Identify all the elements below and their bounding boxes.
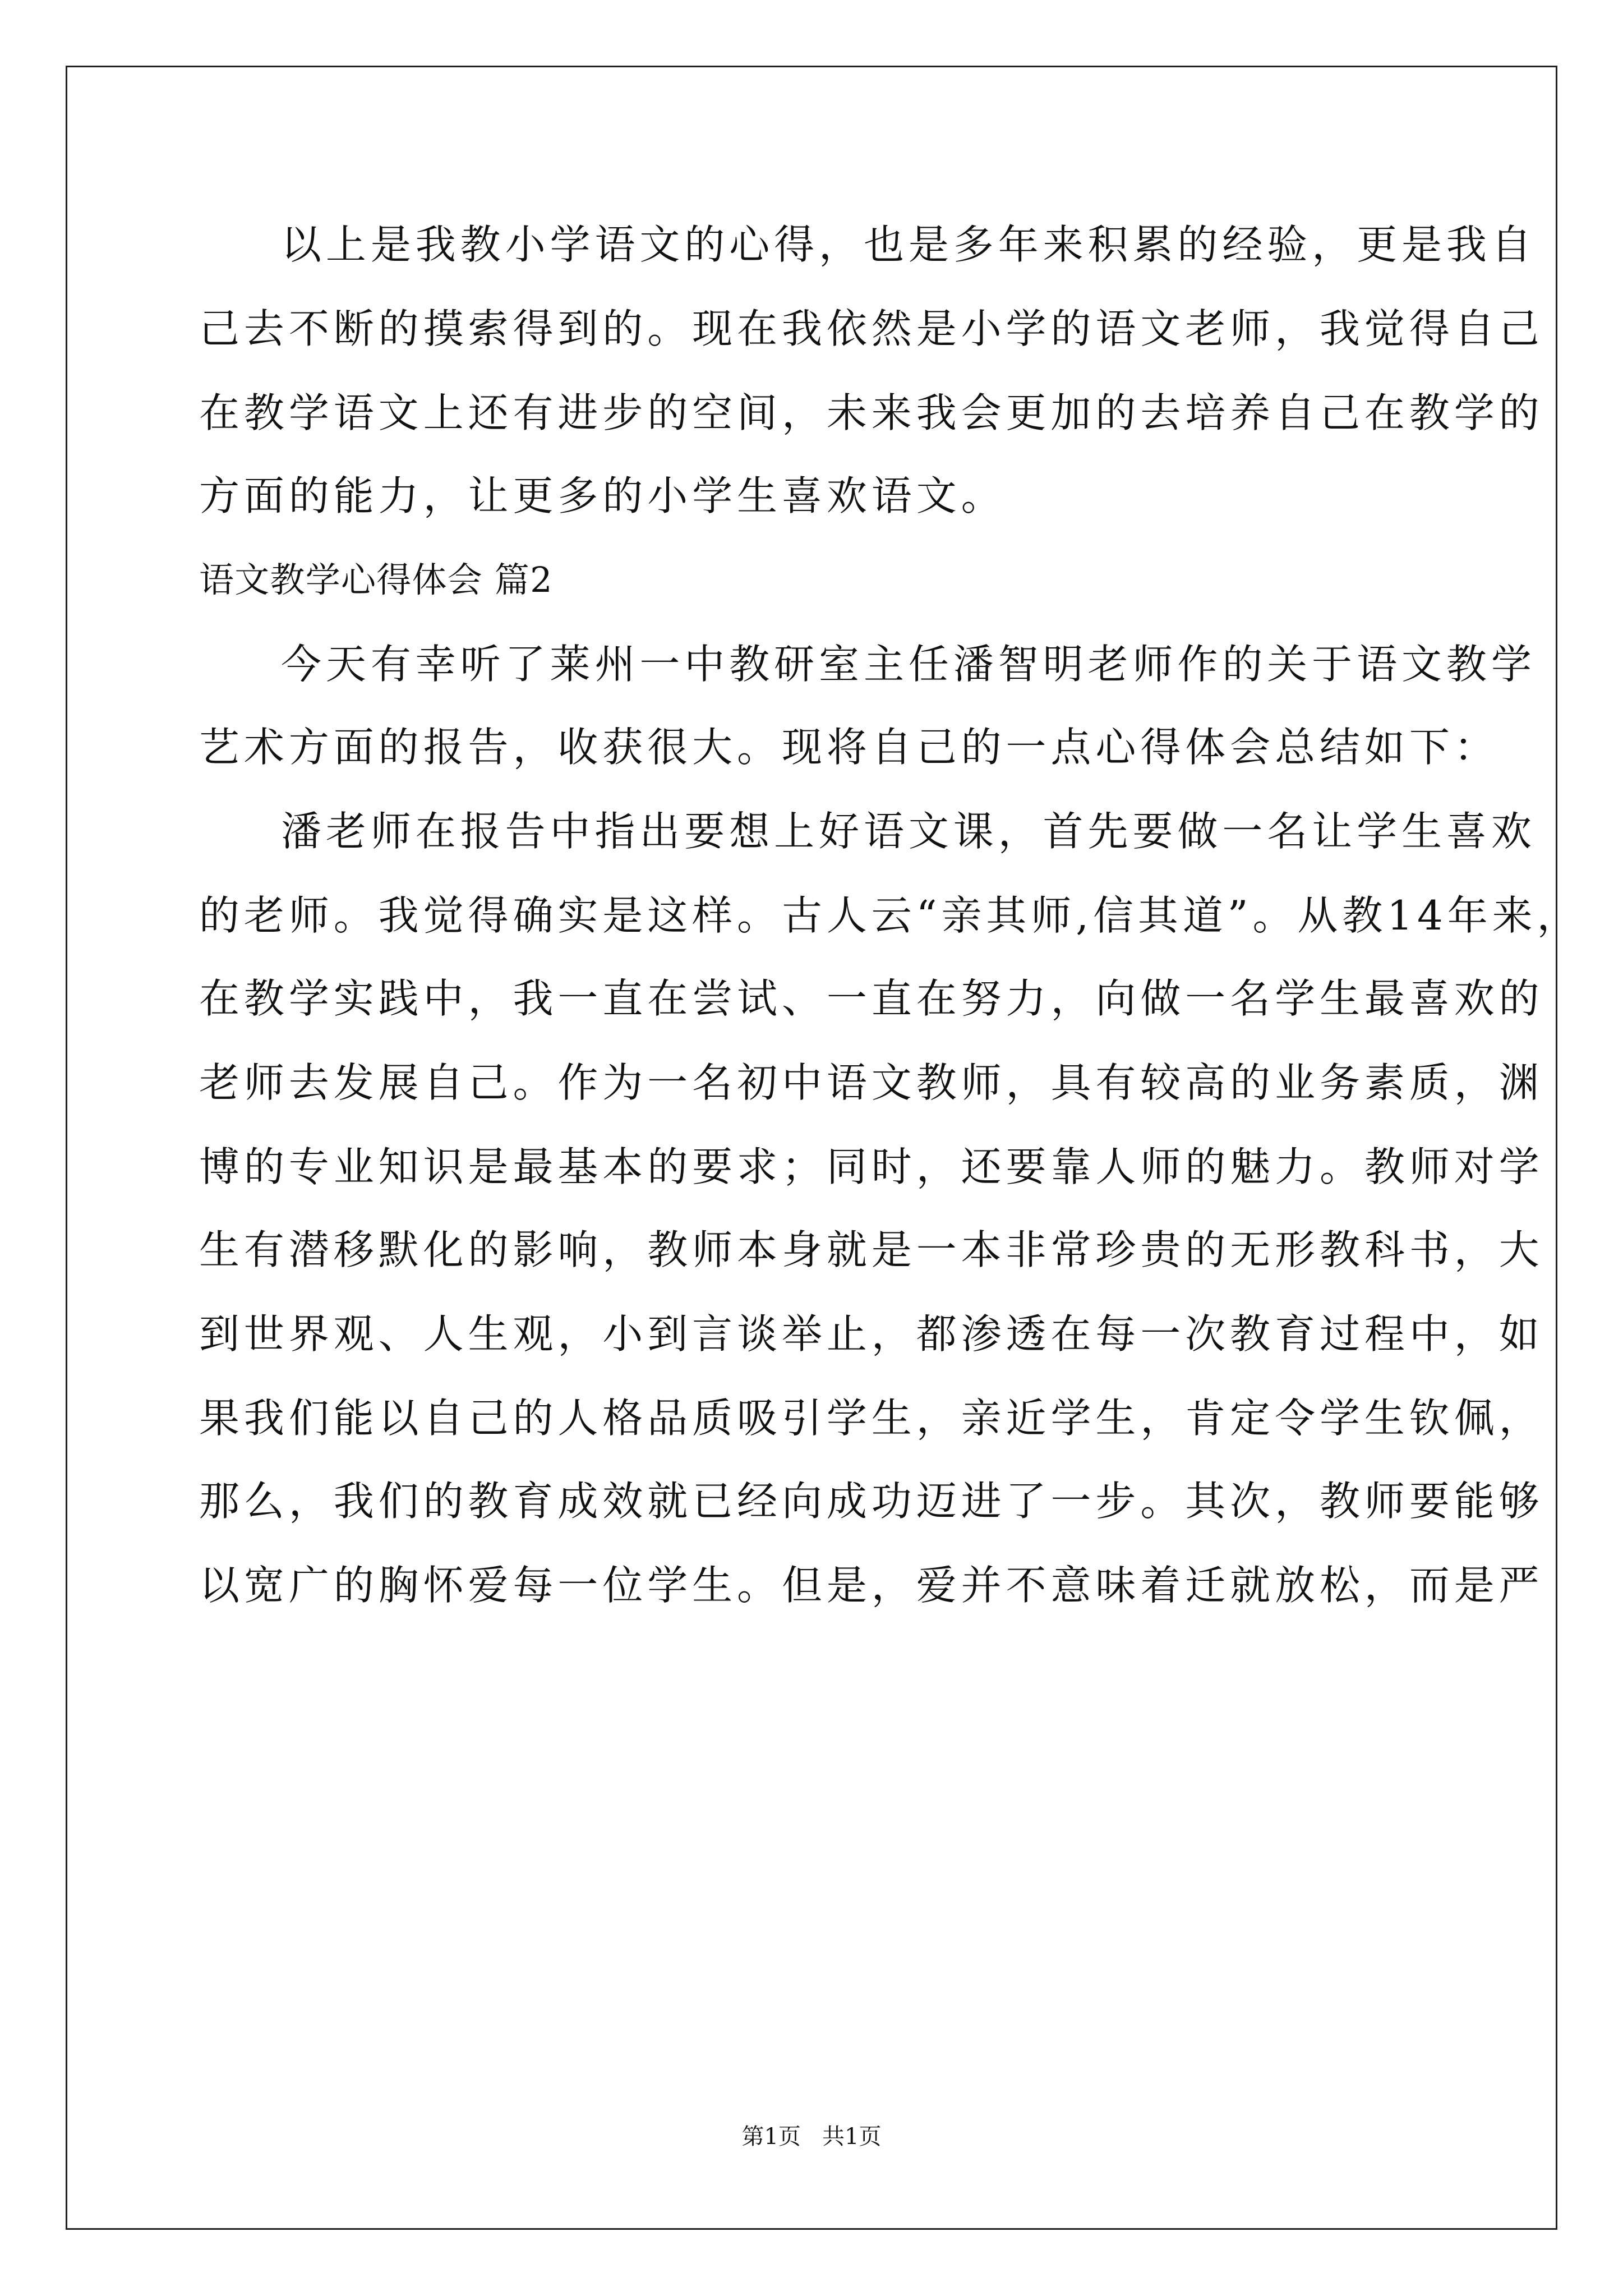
paragraph-line: 方面的能力，让更多的小学生喜欢语文。 (199, 472, 1006, 519)
paragraph-line: 在教学语文上还有进步的空间，未来我会更加的去培养自己在教学的 (199, 389, 1544, 436)
paragraph-line: 生有潜移默化的影响，教师本身就是一本非常珍贵的无形教科书，大 (199, 1226, 1544, 1273)
paragraph-line: 在教学实践中，我一直在尝试、一直在努力，向做一名学生最喜欢的 (199, 975, 1544, 1022)
paragraph-line: 果我们能以自己的人格品质吸引学生，亲近学生，肯定令学生钦佩， (199, 1395, 1544, 1442)
section-heading: 语文教学心得体会 篇2 (199, 559, 553, 600)
paragraph-line: 以宽广的胸怀爱每一位学生。但是，爱并不意味着迁就放松，而是严 (199, 1562, 1544, 1609)
paragraph-line: 老师去发展自己。作为一名初中语文教师，具有较高的业务素质，渊 (199, 1059, 1544, 1106)
paragraph-line: 以上是我教小学语文的心得，也是多年来积累的经验，更是我自 (281, 221, 1536, 268)
paragraph-line: 今天有幸听了莱州一中教研室主任潘智明老师作的关于语文教学 (281, 641, 1536, 688)
paragraph-line: 到世界观、人生观，小到言谈举止，都渗透在每一次教育过程中，如 (199, 1310, 1544, 1358)
paragraph-line: 己去不断的摸索得到的。现在我依然是小学的语文老师，我觉得自己 (199, 305, 1544, 352)
paragraph-line: 那么，我们的教育成效就已经向成功迈进了一步。其次，教师要能够 (199, 1478, 1544, 1525)
paragraph-line: 的老师。我觉得确实是这样。古人云“亲其师,信其道”。从教14年来， (199, 892, 1582, 939)
paragraph-line: 艺术方面的报告，收获很大。现将自己的一点心得体会总结如下： (199, 724, 1499, 771)
paragraph-line: 潘老师在报告中指出要想上好语文课，首先要做一名让学生喜欢 (281, 808, 1536, 855)
paragraph-line: 博的专业知识是最基本的要求；同时，还要靠人师的魅力。教师对学 (199, 1143, 1544, 1190)
page-footer: 第1页 共1页 (741, 2124, 882, 2150)
